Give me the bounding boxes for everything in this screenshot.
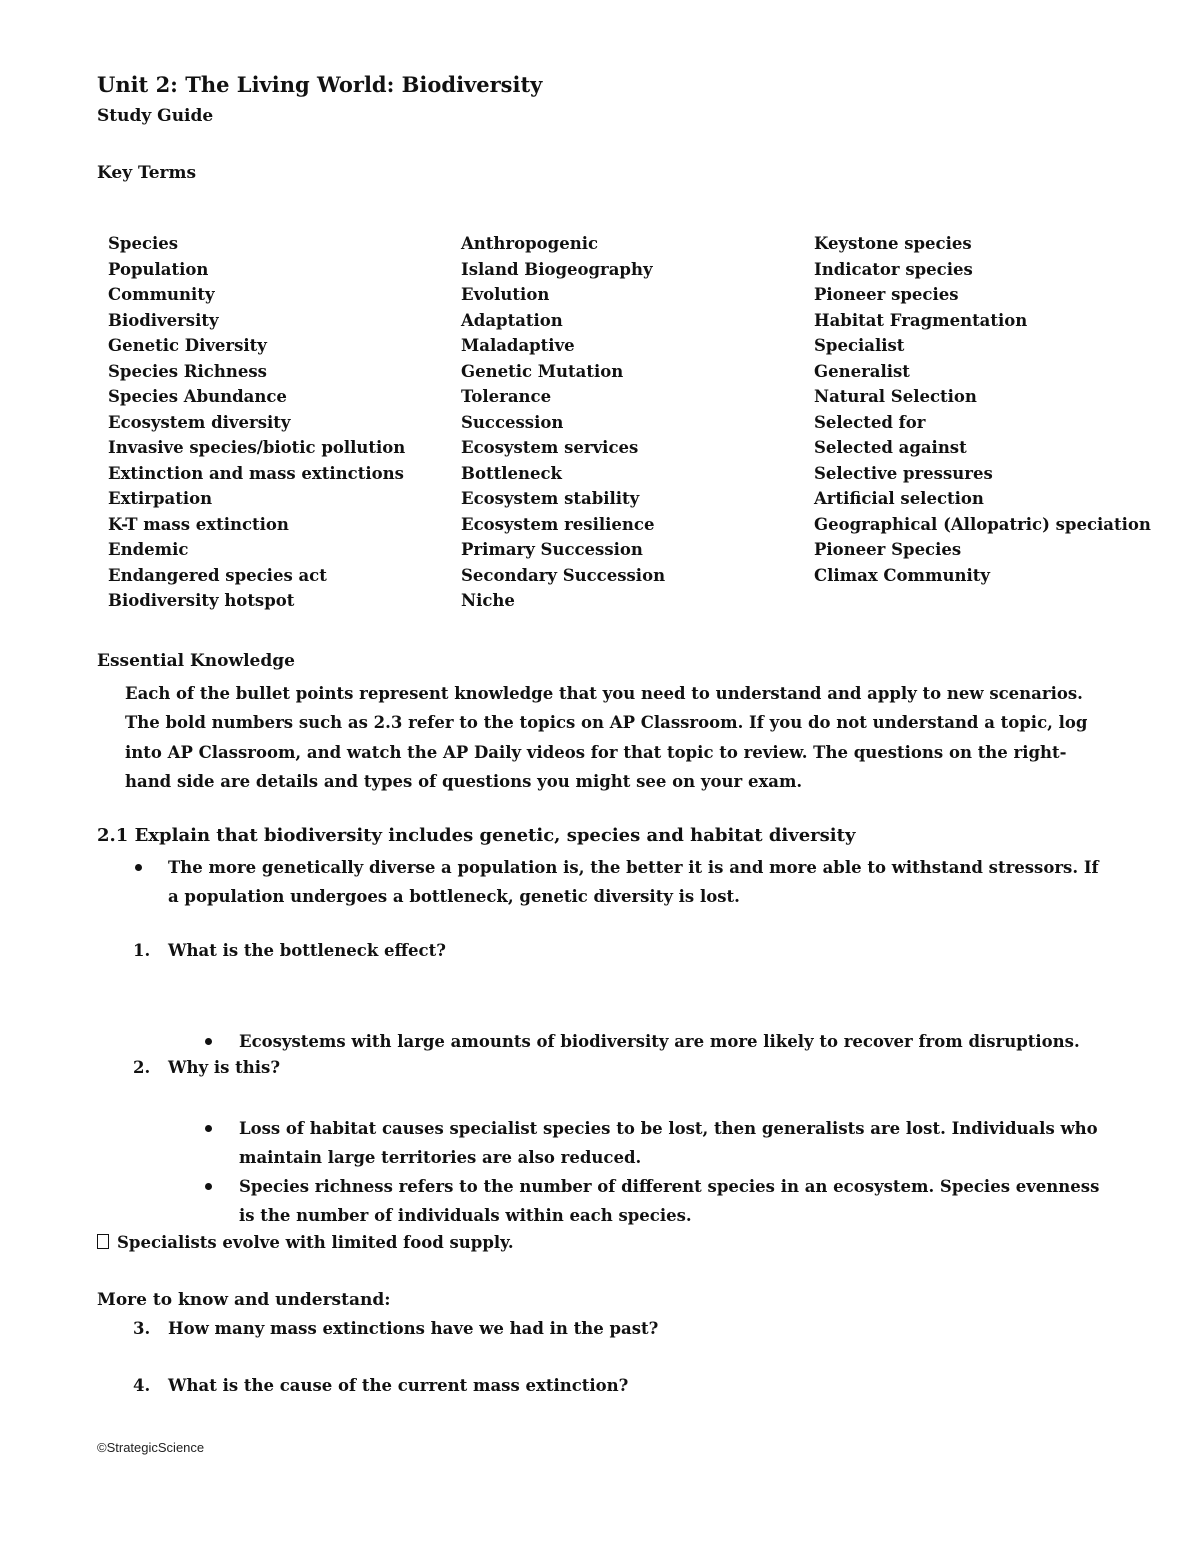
key-term: Primary Succession (461, 540, 643, 559)
key-term: Community (108, 285, 215, 304)
key-term: Species Abundance (108, 387, 287, 406)
key-term: Geographical (Allopatric) speciation (814, 514, 1151, 534)
bullet-dot-icon (135, 864, 142, 871)
document-subtitle: Study Guide (97, 106, 214, 126)
key-term: Genetic Mutation (461, 361, 624, 381)
bullet-point (239, 1172, 1119, 1230)
question-item (133, 941, 446, 960)
box-bullet-text: Specialists evolve with limited food supply. (117, 1233, 514, 1252)
key-term: Tolerance (461, 387, 552, 406)
empty-box-icon (97, 1234, 109, 1249)
bullet-dot-icon (205, 1125, 212, 1132)
bullet-dot-icon (205, 1183, 212, 1190)
question-item (133, 1319, 659, 1338)
key-term: Artificial selection (814, 489, 984, 508)
bullet-point (239, 1114, 1119, 1172)
key-terms-heading: Key Terms (97, 163, 197, 183)
key-term: Biodiversity hotspot (108, 591, 295, 610)
key-term: Generalist (814, 361, 910, 381)
key-term: Invasive species/biotic pollution (108, 438, 406, 457)
key-term: Climax Community (814, 565, 990, 585)
key-term: Population (108, 259, 209, 279)
key-terms-column-1 (108, 231, 405, 614)
document-title: Unit 2: The Living World: Biodiversity (97, 72, 543, 97)
key-term: Niche (461, 591, 515, 610)
key-term: Selected against (814, 438, 967, 457)
question-number: 4. (133, 1376, 151, 1395)
question-number: 3. (133, 1319, 151, 1338)
key-term: Pioneer species (814, 285, 959, 304)
bullet-text: Ecosystems with large amounts of biodiversity are more likely to recover from disruptions. (239, 1032, 1080, 1051)
key-term: Ecosystem services (461, 438, 639, 457)
question-text: What is the cause of the current mass extinction? (168, 1376, 629, 1395)
key-term: Anthropogenic (461, 234, 599, 253)
key-term: Ecosystem resilience (461, 514, 655, 534)
key-term: Adaptation (461, 310, 563, 330)
key-term: Secondary Succession (461, 565, 666, 585)
key-term: Selective pressures (814, 463, 993, 483)
essential-knowledge-heading: Essential Knowledge (97, 651, 295, 671)
question-number: 2. (133, 1058, 151, 1077)
key-term: Extinction and mass extinctions (108, 463, 404, 483)
key-terms-column-2 (461, 231, 665, 614)
bullet-text: Species richness refers to the number of different species in an ecosystem. Species evenness is the number of individuals within each species. (239, 1177, 1100, 1225)
key-term: Evolution (461, 285, 550, 304)
question-item (133, 1058, 281, 1077)
more-to-know-heading: More to know and understand: (97, 1290, 391, 1310)
question-text: How many mass extinctions have we had in the past? (168, 1319, 659, 1338)
bullet-point (168, 853, 1108, 911)
key-term: Selected for (814, 412, 926, 432)
key-term: Natural Selection (814, 387, 977, 406)
box-bullet-line (97, 1233, 514, 1252)
key-term: Extirpation (108, 489, 213, 508)
key-terms-column-3 (814, 231, 1151, 588)
key-term: Island Biogeography (461, 259, 653, 279)
key-term: Endemic (108, 540, 189, 559)
key-term: Biodiversity (108, 310, 219, 330)
key-term: Species Richness (108, 361, 267, 381)
essential-knowledge-paragraph: Each of the bullet points represent knowledge that you need to understand and apply to new scenarios. The bold numbers such as 2.3 refer to the topics on AP Classroom. If you do not understand a topic, log into AP Classroom, and watch the AP Daily videos for that topic to review. The questions on the right-hand side are details and types of questions you might see on your exam. (125, 684, 1088, 791)
key-term: Maladaptive (461, 336, 575, 355)
section-2-1-heading: 2.1 Explain that biodiversity includes genetic, species and habitat diversity (97, 825, 856, 846)
question-number: 1. (133, 941, 151, 960)
key-term: Species (108, 234, 179, 253)
footer-copyright: ©StrategicScience (97, 1440, 205, 1455)
key-term: K-T mass extinction (108, 514, 289, 534)
bullet-text: Loss of habitat causes specialist species to be lost, then generalists are lost. Individuals who maintain large territories are also reduced. (239, 1119, 1098, 1167)
key-term: Genetic Diversity (108, 336, 267, 355)
key-term: Habitat Fragmentation (814, 310, 1028, 330)
key-term: Ecosystem stability (461, 489, 640, 508)
key-term: Bottleneck (461, 463, 562, 483)
bullet-dot-icon (205, 1038, 212, 1045)
question-text: What is the bottleneck effect? (168, 941, 446, 960)
key-term: Indicator species (814, 259, 973, 279)
question-text: Why is this? (168, 1058, 281, 1077)
key-term: Endangered species act (108, 565, 327, 585)
key-term: Succession (461, 412, 564, 432)
key-term: Specialist (814, 336, 905, 355)
key-term: Ecosystem diversity (108, 412, 291, 432)
key-term: Pioneer Species (814, 540, 962, 559)
bullet-point (239, 1027, 1119, 1056)
question-item (133, 1376, 629, 1395)
bullet-text: The more genetically diverse a population is, the better it is and more able to withstand stressors. If a population undergoes a bottleneck, genetic diversity is lost. (168, 858, 1099, 906)
key-term: Keystone species (814, 234, 972, 253)
